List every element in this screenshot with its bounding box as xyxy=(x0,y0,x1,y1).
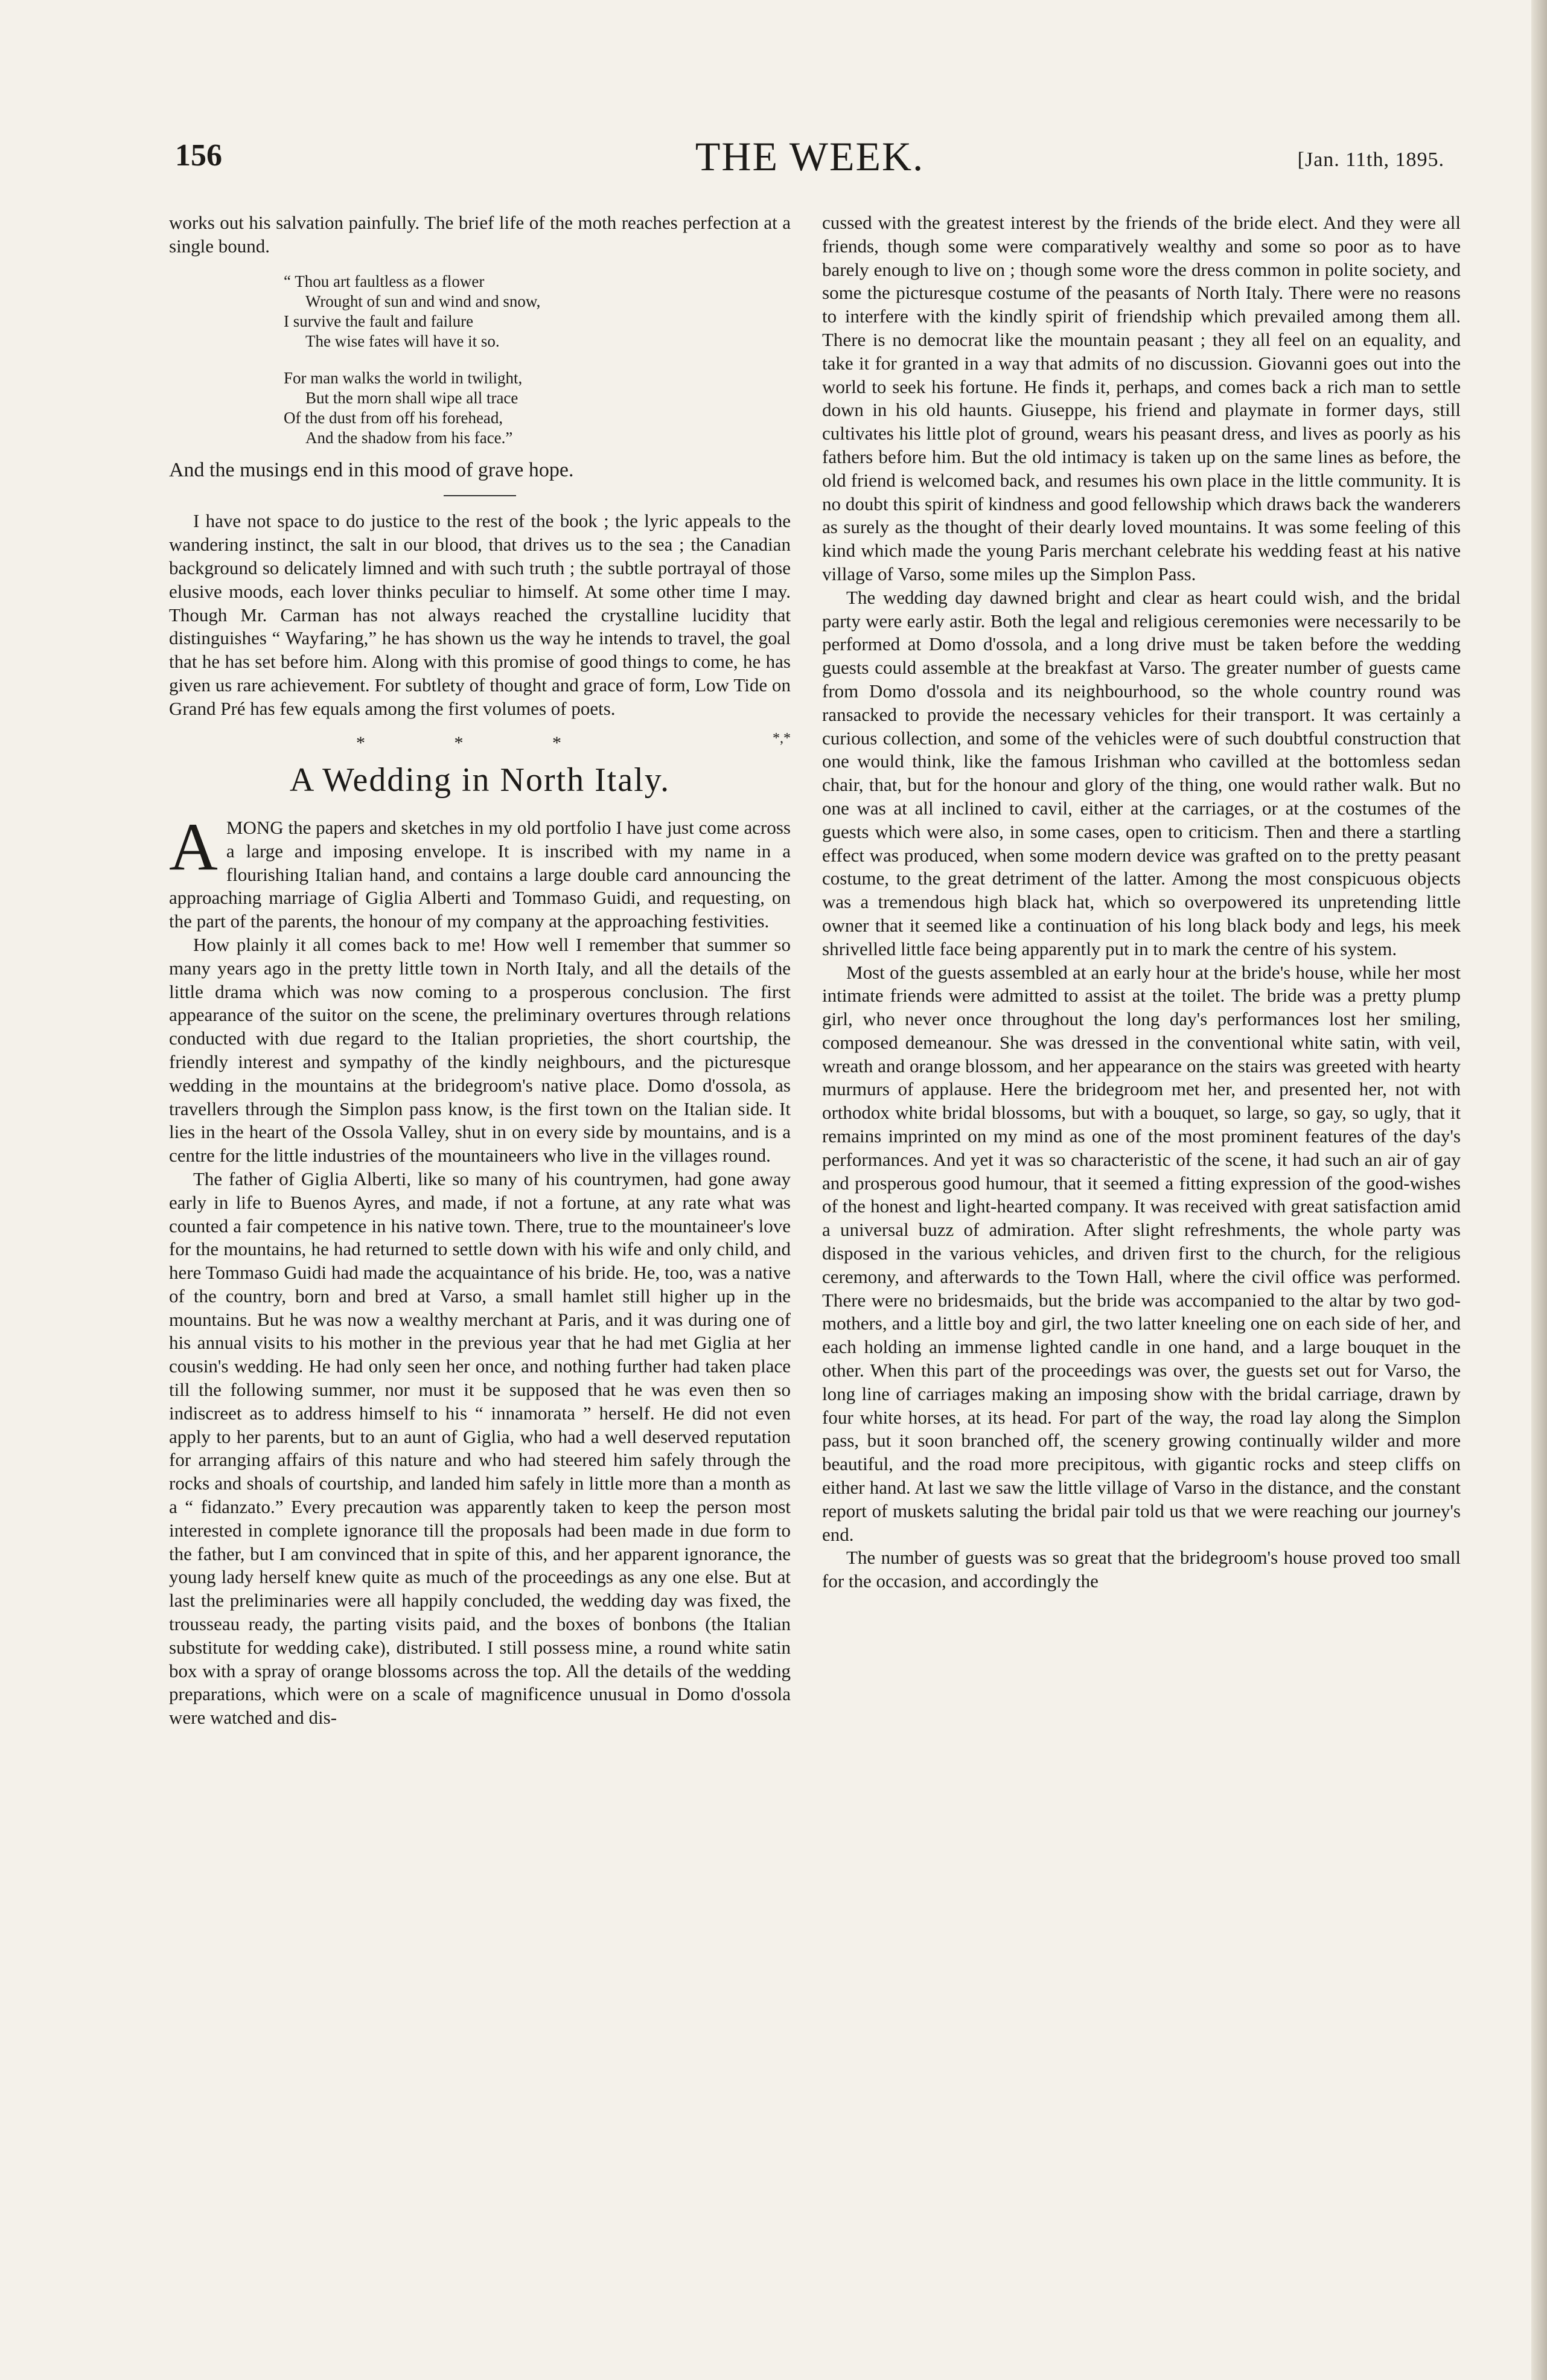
asterism xyxy=(169,732,791,751)
left-column xyxy=(169,211,791,1730)
paragraph: The father of Giglia Alberti, like so many of his countrymen, had gone away early in life to Buenos Ayres, and made, if not a fortune, at any rate what was counted a fair competence in his native town. There, true to the mountaineer's love for the mountains, he had returned to settle down with his wife and only child, and here Tommaso Guidi had made the acquaintance of his bride. He, too, was a native of the country, born and bred at Varso, a small hamlet still higher up in the mountains. But he was now a wealthy merchant at Paris, and it was during one of his annual visits to his mother in the previous year that he had met Giglia at her cousin's wedding. He had only seen her once, and nothing further had taken place till the following summer, nor must it be supposed that he was even then so indiscreet as to address himself to his “ innamorata ” herself. He did not even apply to her parents, but to an aunt of Giglia, who had a well deserved reputation for arranging affairs of this nature and who had steered him safely through the rocks and shoals of courtship, and landed him safely in little more than a month as a “ fidanzato.” Every precaution was apparently taken to keep the person most interested in complete ignorance till the proposals had been made in due form to the father, but I am convinced that in spite of this, and her apparent ignorance, the young lady herself knew quite as much of the proceedings as any one else. But at last the preliminaries were all happily concluded, the wedding day was fixed, the trousseau ready, the parting visits paid, and the boxes of bonbons (the Italian substitute for wedding cake), distributed. I still possess mine, a round white satin box with a spray of orange blossoms across the top. All the details of the wedding preparations, which were on a scale of magnificence unusual in Domo d'ossola were watched and dis- xyxy=(169,1168,791,1729)
paragraph xyxy=(169,809,791,933)
article-title: A Wedding in North Italy. xyxy=(289,761,671,799)
paragraph: I have not space to do justice to the rest of the book ; the lyric appeals to the wandering instinct, the salt in our blood, that drives us to the sea ; the Canadian background so delicately limned and with such truth ; the subtle portrayal of those elusive moods, each lover thinks peculiar to himself. At some other time I may. Though Mr. Carman has not always reached the crystalline lucidity that distinguishes “ Wayfaring,” he has shown us the way he intends to travel, the goal that he has set before him. Along with this promise of good things to come, he has given us rare achievement. For subtlety of thought and grace of form, Low Tide on Grand Pré has few equals among the first volumes of poets. xyxy=(169,510,791,719)
paragraph: How plainly it all comes back to me! How well I remember that summer so many years ago in the pretty little town in North Italy, and all the details of the little drama which was now coming to a prosperous conclusion. The first appearance of the suitor on the scene, the preliminary overtures through relations conducted with due regard to the Italian proprieties, the short courtship, the friendly interest and sympathy of the kindly neighbours, and the picturesque wedding in the mountains at the bridegroom's native place. Domo d'ossola, as travellers through the Simplon pass know, is the first town on the Italian side. It lies in the heart of the Ossola Valley, shut in on every side by mountains, and is a centre for the little industries of the mountaineers who live in the villages round. xyxy=(169,933,791,1166)
right-column xyxy=(822,211,1461,1593)
poem-line: Of the dust from off his forehead, xyxy=(284,408,503,427)
poem-line: I survive the fault and failure xyxy=(284,312,474,330)
musings-line: And the musings end in this mood of grave hope. xyxy=(169,458,574,481)
paragraph: The number of guests was so great that the bridegroom's house proved too small for the occasion, and accordingly the xyxy=(822,1547,1461,1592)
paragraph: The wedding day dawned bright and clear as heart could wish, and the bridal party were early astir. Both the legal and religious ceremonies were necessarily to be performed at Domo d'ossola, and a long drive must be taken before the wedding guests could assemble at the breakfast at Varso. The greater number of guests came from Domo d'ossola and its neighbourhood, so the whole country round was ransacked to provide the necessary vehicles for their transport. It was certainly a curious collection, and some of the vehicles were of such doubtful construction that one would think, like the famous Irishman who cavilled at the bottomless sedan chair, that, but for the honour and glory of the thing, one would rather walk. But no one was at all inclined to cavil, either at the carriages, or at the costumes of the guests which were also, in some cases, open to criticism. Then and there a startling effect was produced, when some modern device was grafted on to the pretty peasant costume, to the great detriment of the latter. Among the most conspicuous objects was a tremendous high black hat, which so overpowered its unpretending little owner that it seemed like a continuation of his long black body and legs, his meek shrivelled little face being apparently put in to mark the centre of his system. xyxy=(822,586,1461,959)
page-header xyxy=(175,133,1444,192)
paragraph: cussed with the greatest interest by the friends of the bride elect. And they were all friends, though some were comparatively wealthy and some so poor as to have barely enough to live on ; though some wore the dress common in polite society, and some the picturesque costume of the peasants of North Italy. There were no reasons to interfere with the kindly spirit of friendship which prevailed among them all. There is no democrat like the mountain peasant ; they all feel on an equality, and take it for granted in a way that admits of no discussion. Giovanni goes out into the world to seek his fortune. He finds it, perhaps, and comes back a rich man to settle down in his old haunts. Giuseppe, his friend and playmate in former days, still cultivates his little plot of ground, wears his peasant dress, and lives as poorly as his fathers before him. But the old intimacy is taken up on the same lines as before, the old friend is welcomed back, and resumes his own place in the little community. It is no doubt this spirit of kindness and good fellowship which draws back the wanderers as surely as the thought of their dearly loved mountains. It was some feeling of this kind which made the young Paris merchant celebrate his wedding feast at his native village of Varso, some miles up the Simplon Pass. xyxy=(822,212,1461,584)
poem-quote xyxy=(284,272,791,448)
poem-line: The wise fates will have it so. xyxy=(305,331,500,350)
poem-line: “ Thou art faultless as a flower xyxy=(284,272,485,290)
paragraph-text: the papers and sketches in my old portfolio I have just come across a large and imposing envelope. It is inscribed with my name in a flourishing Italian hand, and contains a large double card announcing the approaching marriage of Giglia Alberti and Tommaso Guidi, and requesting, on the part of the parents, the honour of my company at the approaching festivities. xyxy=(169,816,791,932)
poem-line: For man walks the world in twilight, xyxy=(284,368,523,387)
poem-line: But the morn shall wipe all trace xyxy=(305,388,518,407)
page-edge xyxy=(1531,0,1547,2380)
paragraph: Most of the guests assembled at an early hour at the bride's house, while her most intimate friends were admitted to assist at the toilet. The bride was a pretty plump girl, who never once throughout the long day's performances lost her smiling, composed demeanour. She was dressed in the conventional white satin, with veil, wreath and orange blossom, and her appearance on the stairs was greeted with hearty murmurs of applause. Here the bridegroom met her, and presented her, not with orthodox white bridal blossoms, but with a bouquet, so large, so gay, so ugly, that it remains imprinted on my mind as one of the most prominent features of the day's performances. And yet it was so characteristic of the scene, it had such an air of gay and prosperous good humour, that it seemed a fitting expression of the good-wishes of the honest and light-hearted company. It was received with great satisfaction amid a universal buzz of admiration. After slight refreshments, the whole party was disposed in the various vehicles, and driven first to the church, for the religious ceremony, and afterwards to the Town Hall, where the civil office was performed. There were no bridesmaids, but the bride was accompanied to the altar by two god-mothers, and a little boy and girl, the two latter kneeling one on each side of her, and each holding an immense lighted candle in one hand, and a large bouquet in the other. When this part of the proceedings was over, the guests set out for Varso, the long line of carriages making an imposing show with the bridal carriage, drawn by four white horses, at its head. For part of the way, the road lay along the Simplon pass, but it soon branched off, the scenery growing continually wilder and more beautiful, and the road more precipitous, with gigantic rocks and steep cliffs on either hand. At last we saw the little village of Varso in the distance, and the constant report of muskets saluting the bridal pair told us that we were reaching our journey's end. xyxy=(822,961,1461,1545)
poem-line: And the shadow from his face.” xyxy=(305,428,513,447)
issue-date: [Jan. 11th, 1895. xyxy=(1297,149,1444,171)
page-number: 156 xyxy=(175,138,222,173)
asterism-mark: * * * xyxy=(356,732,604,753)
lead-word: MONG xyxy=(226,816,284,838)
journal-title: THE WEEK. xyxy=(695,133,925,179)
paragraph: works out his salvation painfully. The brief life of the moth reaches perfection at a single bound. xyxy=(169,212,791,257)
poem-line: Wrought of sun and wind and snow, xyxy=(305,292,541,310)
asterism-small: *,* xyxy=(773,731,791,747)
section-divider xyxy=(444,495,516,496)
drop-cap: A xyxy=(169,809,218,885)
